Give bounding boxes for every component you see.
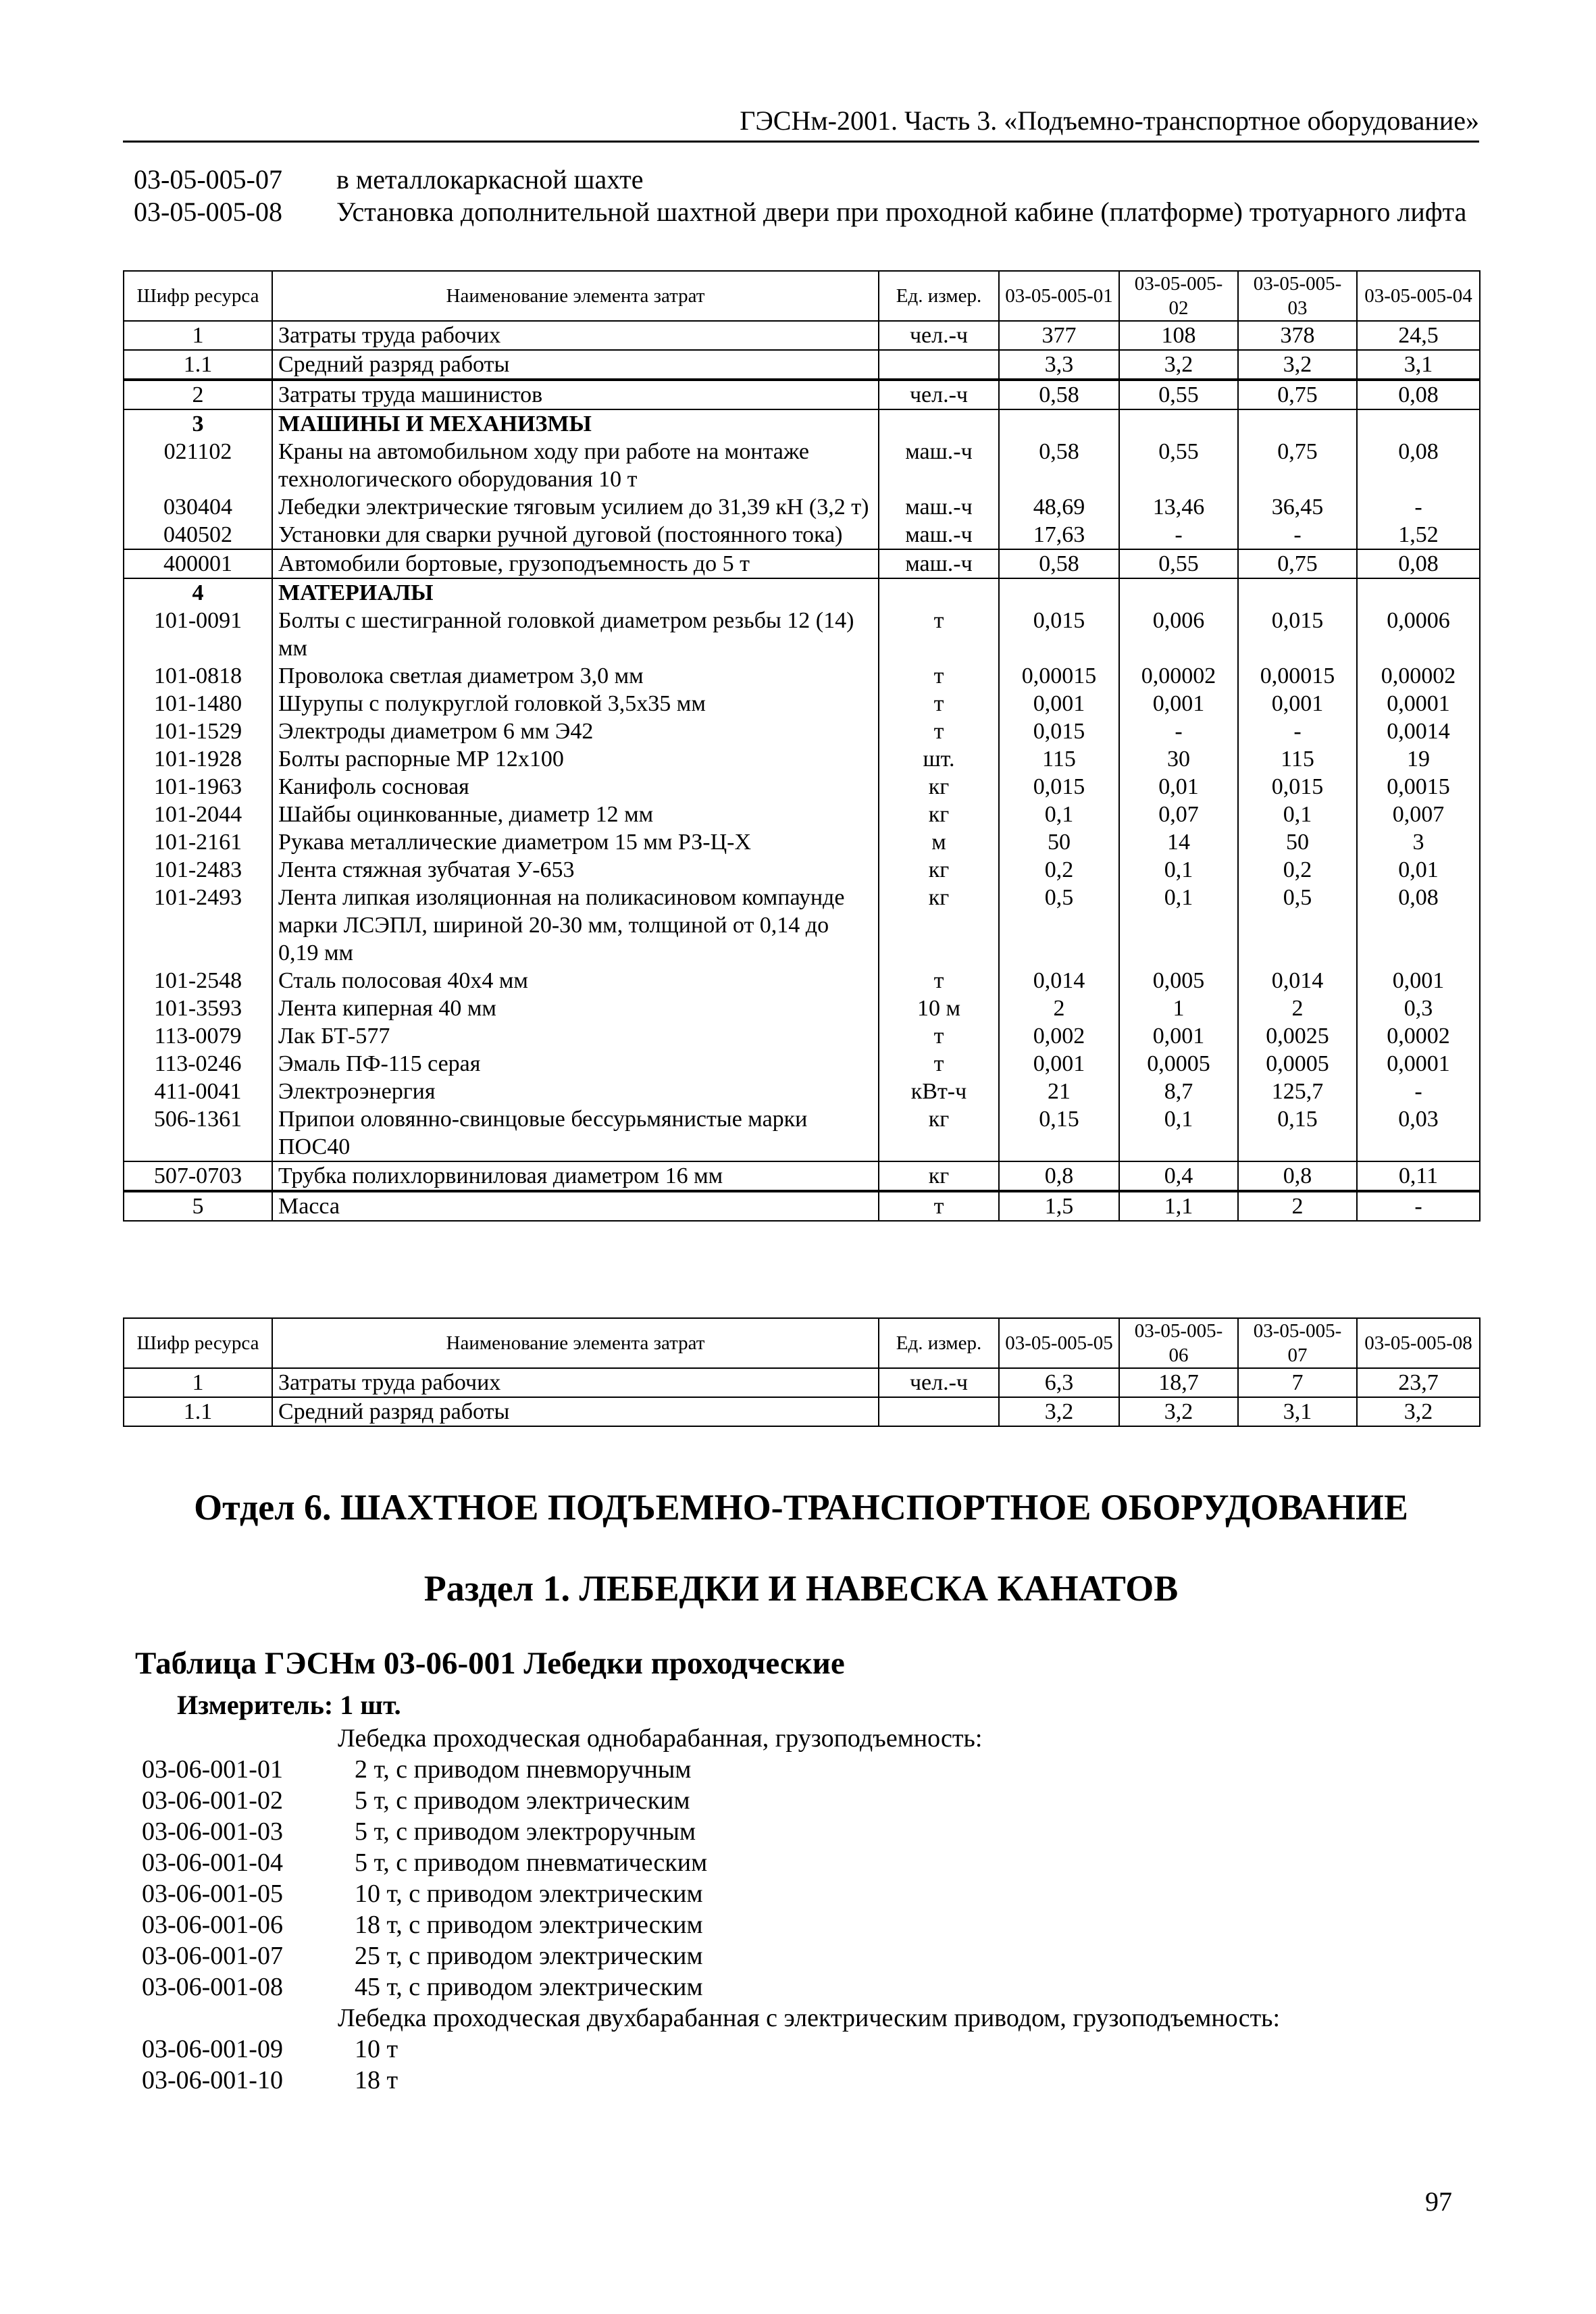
cell-name: МАШИНЫ И МЕХАНИЗМЫ	[272, 409, 879, 438]
cell-unit: кг	[879, 856, 999, 884]
list-code: 03-06-001-01	[142, 1755, 283, 1784]
cell-name: Лента киперная 40 мм	[272, 995, 879, 1022]
cell-value: 50	[1238, 828, 1357, 856]
cell-unit: т	[879, 1191, 999, 1221]
cell-unit: кг	[879, 801, 999, 828]
cell-name: Электроды диаметром 6 мм Э42	[272, 718, 879, 745]
cell-name: Эмаль ПФ-115 серая	[272, 1050, 879, 1078]
cell-value: 0,007	[1357, 801, 1480, 828]
cell-code: 1.1	[124, 1397, 272, 1426]
cell-value: 30	[1119, 745, 1238, 773]
list-item	[142, 1940, 1479, 1971]
list-text: 5 т, с приводом пневматическим	[355, 1848, 708, 1877]
table-row	[124, 321, 1480, 350]
unit-label: Измеритель: 1 шт.	[177, 1690, 401, 1720]
cell-value: 0,75	[1238, 438, 1357, 493]
cell-name: Проволока светлая диаметром 3,0 мм	[272, 662, 879, 690]
col-header-unit: Ед. измер.	[879, 271, 999, 321]
cell-name: Масса	[272, 1191, 879, 1221]
table-row	[124, 578, 1480, 607]
cell-value: 0,1	[1119, 856, 1238, 884]
cell-value: 3,2	[1357, 1397, 1480, 1426]
cell-value: 0,07	[1119, 801, 1238, 828]
cell-value: 2	[999, 995, 1119, 1022]
table-row	[124, 521, 1480, 549]
cell-value: 377	[999, 321, 1119, 350]
list-code: 03-06-001-08	[142, 1973, 283, 2001]
cell-value: 0,1	[1119, 884, 1238, 967]
cell-name: Трубка полихлорвиниловая диаметром 16 мм	[272, 1161, 879, 1191]
cell-value: 0,00015	[999, 662, 1119, 690]
cell-value: 0,08	[1357, 438, 1480, 493]
cell-value: 0,002	[999, 1022, 1119, 1050]
cell-value: 1	[1119, 995, 1238, 1022]
cell-value: 0,001	[1119, 1022, 1238, 1050]
cell-name: Средний разряд работы	[272, 1397, 879, 1426]
col-header-norm: 03-05-005-05	[999, 1318, 1119, 1368]
cell-code: 101-0818	[124, 662, 272, 690]
cell-value: 0,015	[1238, 773, 1357, 801]
cell-name: Болты с шестигранной головкой диаметром резьбы 12 (14) мм	[272, 607, 879, 662]
list-text: 2 т, с приводом пневморучным	[355, 1755, 692, 1784]
cell-value: 2	[1238, 1191, 1357, 1221]
cell-name: Лебедки электрические тяговым усилием до 31,39 кН (3,2 т)	[272, 493, 879, 521]
cell-value: 0,006	[1119, 607, 1238, 662]
cell-code: 021102	[124, 438, 272, 493]
cell-name: Канифоль сосновая	[272, 773, 879, 801]
list-item	[142, 1878, 1479, 1909]
cell-value: 0,8	[1238, 1161, 1357, 1191]
list-code: 03-06-001-02	[142, 1786, 283, 1815]
cell-unit: маш.-ч	[879, 521, 999, 549]
cell-unit: т	[879, 662, 999, 690]
cell-code: 101-2548	[124, 967, 272, 995]
cell-value: 0,4	[1119, 1161, 1238, 1191]
table-row	[124, 1078, 1480, 1105]
cell-value: 23,7	[1357, 1368, 1480, 1397]
cell-unit: чел.-ч	[879, 1368, 999, 1397]
cell-value: 7	[1238, 1368, 1357, 1397]
table-row	[124, 549, 1480, 578]
cell-unit: т	[879, 1050, 999, 1078]
cell-value: -	[1119, 521, 1238, 549]
list-text: 45 т, с приводом электрическим	[355, 1973, 703, 2001]
cell-value: 0,001	[1238, 690, 1357, 718]
cell-value: 1,1	[1119, 1191, 1238, 1221]
cell-value: 0,5	[999, 884, 1119, 967]
page-number: 97	[1425, 2186, 1452, 2217]
cell-value: 0,0001	[1357, 1050, 1480, 1078]
cell-code: 113-0079	[124, 1022, 272, 1050]
table-row	[124, 607, 1480, 662]
cell-value: 3,1	[1238, 1397, 1357, 1426]
list-item	[142, 1971, 1479, 2003]
cell-value: 0,1	[999, 801, 1119, 828]
cell-value: 0,08	[1357, 380, 1480, 409]
cell-value: 18,7	[1119, 1368, 1238, 1397]
cell-name: Средний разряд работы	[272, 350, 879, 380]
cell-value: 0,5	[1238, 884, 1357, 967]
resource-table-2	[123, 1317, 1481, 1427]
intro-text: в металлокаркасной шахте	[336, 164, 644, 195]
cell-value: 13,46	[1119, 493, 1238, 521]
cell-code: 030404	[124, 493, 272, 521]
list-text: 25 т, с приводом электрическим	[355, 1942, 703, 1970]
table-header-row	[124, 1318, 1480, 1368]
cell-value: 50	[999, 828, 1119, 856]
cell-unit	[879, 1397, 999, 1426]
cell-name: МАТЕРИАЛЫ	[272, 578, 879, 607]
cell-value: 0,75	[1238, 380, 1357, 409]
table-row	[124, 856, 1480, 884]
cell-unit	[879, 350, 999, 380]
cell-code: 101-0091	[124, 607, 272, 662]
cell-value: 0,55	[1119, 549, 1238, 578]
cell-value: 0,00002	[1357, 662, 1480, 690]
col-header-norm: 03-05-005-04	[1357, 271, 1480, 321]
cell-value: 3,1	[1357, 350, 1480, 380]
list-item	[142, 2003, 1479, 2034]
list-text: 18 т, с приводом электрическим	[355, 1911, 703, 1939]
cell-value: 0,001	[999, 1050, 1119, 1078]
cell-unit	[879, 578, 999, 607]
col-header-norm: 03-05-005-08	[1357, 1318, 1480, 1368]
table-row	[124, 1105, 1480, 1161]
cell-value: 115	[1238, 745, 1357, 773]
cell-value: -	[1357, 1078, 1480, 1105]
list-subheading: Лебедка проходческая однобарабанная, грузоподъемность:	[338, 1724, 983, 1753]
table-row	[124, 828, 1480, 856]
cell-value: 0,001	[999, 690, 1119, 718]
cell-name: Болты распорные МР 12х100	[272, 745, 879, 773]
cell-code: 400001	[124, 549, 272, 578]
list-code: 03-06-001-07	[142, 1942, 283, 1970]
table-title: Таблица ГЭСНм 03-06-001 Лебедки проходческие	[135, 1646, 845, 1681]
cell-name: Затраты труда машинистов	[272, 380, 879, 409]
header-rule	[123, 141, 1479, 143]
cell-value: -	[1238, 718, 1357, 745]
cell-value: 0,00002	[1119, 662, 1238, 690]
cell-code: 411-0041	[124, 1078, 272, 1105]
list-code: 03-06-001-03	[142, 1817, 283, 1846]
cell-value: 36,45	[1238, 493, 1357, 521]
cell-value: 14	[1119, 828, 1238, 856]
cell-value: 0,001	[1357, 967, 1480, 995]
cell-value: 0,00015	[1238, 662, 1357, 690]
cell-unit: чел.-ч	[879, 321, 999, 350]
department-heading: Отдел 6. ШАХТНОЕ ПОДЪЕМНО-ТРАНСПОРТНОЕ ОБОРУДОВАНИЕ	[194, 1487, 1408, 1528]
list-item	[142, 1754, 1479, 1785]
cell-value: 0,08	[1357, 549, 1480, 578]
cell-value: 48,69	[999, 493, 1119, 521]
list-text: 10 т	[355, 2035, 398, 2063]
cell-name: Затраты труда рабочих	[272, 321, 879, 350]
resource-table-1	[123, 270, 1481, 1222]
cell-value: 3,3	[999, 350, 1119, 380]
cell-name: Шурупы с полукруглой головкой 3,5х35 мм	[272, 690, 879, 718]
cell-value: -	[1119, 718, 1238, 745]
cell-value: 3,2	[1119, 1397, 1238, 1426]
table-row	[124, 718, 1480, 745]
list-text: 5 т, с приводом электроручным	[355, 1817, 696, 1846]
cell-value: 125,7	[1238, 1078, 1357, 1105]
col-header-unit: Ед. измер.	[879, 1318, 999, 1368]
cell-value: 0,0005	[1119, 1050, 1238, 1078]
cell-value: 3,2	[1238, 350, 1357, 380]
cell-unit: кг	[879, 1161, 999, 1191]
cell-code: 1	[124, 1368, 272, 1397]
cell-value: 0,001	[1119, 690, 1238, 718]
cell-code: 101-2483	[124, 856, 272, 884]
list-item	[142, 2034, 1479, 2065]
cell-value	[1119, 409, 1238, 438]
cell-unit: кг	[879, 773, 999, 801]
cell-value: 0,58	[999, 438, 1119, 493]
cell-unit: кВт-ч	[879, 1078, 999, 1105]
cell-unit: кг	[879, 1105, 999, 1161]
cell-value: 115	[999, 745, 1119, 773]
table-row	[124, 662, 1480, 690]
cell-unit: маш.-ч	[879, 493, 999, 521]
section-heading: Раздел 1. ЛЕБЕДКИ И НАВЕСКА КАНАТОВ	[423, 1568, 1179, 1609]
table-row	[124, 380, 1480, 409]
cell-value: 108	[1119, 321, 1238, 350]
cell-value: -	[1357, 493, 1480, 521]
cell-value: 0,2	[1238, 856, 1357, 884]
table-row	[124, 409, 1480, 438]
intro-item	[134, 196, 1478, 228]
cell-value: 0,03	[1357, 1105, 1480, 1161]
cell-code: 101-2493	[124, 884, 272, 967]
cell-code: 113-0246	[124, 1050, 272, 1078]
intro-text: Установка дополнительной шахтной двери при проходной кабине (платформе) тротуарного лифта	[336, 197, 1467, 227]
cell-value: 0,8	[999, 1161, 1119, 1191]
col-header-name: Наименование элемента затрат	[272, 1318, 879, 1368]
cell-code: 506-1361	[124, 1105, 272, 1161]
cell-value: 3,2	[999, 1397, 1119, 1426]
cell-unit: 10 м	[879, 995, 999, 1022]
cell-name: Лак БТ-577	[272, 1022, 879, 1050]
list-subheading: Лебедка проходческая двухбарабанная с электрическим приводом, грузоподъемность:	[338, 2004, 1281, 2032]
cell-value: 0,01	[1357, 856, 1480, 884]
cell-value: 0,005	[1119, 967, 1238, 995]
cell-value: 0,15	[1238, 1105, 1357, 1161]
cell-value: 0,014	[999, 967, 1119, 995]
cell-unit: чел.-ч	[879, 380, 999, 409]
table-row	[124, 1368, 1480, 1397]
cell-value: 19	[1357, 745, 1480, 773]
cell-value: 0,0015	[1357, 773, 1480, 801]
cell-unit: кг	[879, 884, 999, 967]
cell-value: 0,015	[1238, 607, 1357, 662]
cell-value	[1119, 578, 1238, 607]
col-header-code: Шифр ресурса	[124, 1318, 272, 1368]
cell-value: 0,0002	[1357, 1022, 1480, 1050]
cell-value	[1357, 409, 1480, 438]
cell-name: Припои оловянно-свинцовые бессурьмянистые марки ПОС40	[272, 1105, 879, 1161]
cell-unit: маш.-ч	[879, 438, 999, 493]
cell-value: 0,015	[999, 718, 1119, 745]
list-code: 03-06-001-05	[142, 1880, 283, 1908]
cell-name: Лента стяжная зубчатая У-653	[272, 856, 879, 884]
cell-value: 0,55	[1119, 438, 1238, 493]
cell-unit: т	[879, 718, 999, 745]
cell-value: 0,3	[1357, 995, 1480, 1022]
cell-unit: т	[879, 967, 999, 995]
cell-value: 0,0005	[1238, 1050, 1357, 1078]
col-header-name: Наименование элемента затрат	[272, 271, 879, 321]
cell-value: 0,0001	[1357, 690, 1480, 718]
cell-unit: т	[879, 1022, 999, 1050]
cell-value: 0,015	[999, 773, 1119, 801]
cell-code: 040502	[124, 521, 272, 549]
cell-value: 0,08	[1357, 884, 1480, 967]
cell-value: 8,7	[1119, 1078, 1238, 1105]
col-header-norm: 03-05-005-07	[1238, 1318, 1357, 1368]
cell-value: 2	[1238, 995, 1357, 1022]
cell-code: 3	[124, 409, 272, 438]
cell-unit: шт.	[879, 745, 999, 773]
cell-value: -	[1357, 1191, 1480, 1221]
cell-value: 1,52	[1357, 521, 1480, 549]
cell-name: Сталь полосовая 40х4 мм	[272, 967, 879, 995]
cell-name: Краны на автомобильном ходу при работе на монтаже технологического оборудования 10 т	[272, 438, 879, 493]
list-code: 03-06-001-04	[142, 1848, 283, 1877]
intro-list	[134, 164, 1478, 228]
list-item	[142, 1785, 1479, 1816]
table-row	[124, 773, 1480, 801]
cell-unit	[879, 409, 999, 438]
cell-value: 378	[1238, 321, 1357, 350]
cell-code: 101-2044	[124, 801, 272, 828]
cell-name: Шайбы оцинкованные, диаметр 12 мм	[272, 801, 879, 828]
cell-value: 0,1	[1119, 1105, 1238, 1161]
list-item	[142, 2065, 1479, 2096]
cell-value: 1,5	[999, 1191, 1119, 1221]
intro-item	[134, 164, 1478, 196]
col-header-norm: 03-05-005-03	[1238, 271, 1357, 321]
list-code: 03-06-001-10	[142, 2066, 283, 2094]
cell-value: 3	[1357, 828, 1480, 856]
running-header: ГЭСНм-2001. Часть 3. «Подъемно-транспортное оборудование»	[740, 105, 1479, 136]
table-row	[124, 350, 1480, 380]
list-item	[142, 1723, 1479, 1754]
col-header-code: Шифр ресурса	[124, 271, 272, 321]
norm-list	[142, 1723, 1479, 2096]
cell-code: 101-3593	[124, 995, 272, 1022]
cell-name: Установки для сварки ручной дуговой (постоянного тока)	[272, 521, 879, 549]
cell-value: 17,63	[999, 521, 1119, 549]
cell-code: 2	[124, 380, 272, 409]
cell-code: 507-0703	[124, 1161, 272, 1191]
cell-code: 1.1	[124, 350, 272, 380]
cell-value	[1357, 578, 1480, 607]
list-text: 10 т, с приводом электрическим	[355, 1880, 703, 1908]
list-item	[142, 1847, 1479, 1878]
table-row	[124, 995, 1480, 1022]
cell-unit: м	[879, 828, 999, 856]
cell-value: 0,1	[1238, 801, 1357, 828]
table-row	[124, 1161, 1480, 1191]
table-row	[124, 1050, 1480, 1078]
cell-value: 0,0014	[1357, 718, 1480, 745]
cell-value: 6,3	[999, 1368, 1119, 1397]
table-row	[124, 745, 1480, 773]
cell-code: 101-1928	[124, 745, 272, 773]
cell-code: 101-2161	[124, 828, 272, 856]
table-row	[124, 438, 1480, 493]
cell-name: Рукава металлические диаметром 15 мм РЗ-Ц-Х	[272, 828, 879, 856]
table-row	[124, 967, 1480, 995]
intro-code: 03-05-005-08	[134, 197, 282, 227]
cell-name: Электроэнергия	[272, 1078, 879, 1105]
table-row	[124, 1022, 1480, 1050]
cell-value: 0,11	[1357, 1161, 1480, 1191]
list-text: 18 т	[355, 2066, 398, 2094]
cell-value: 0,015	[999, 607, 1119, 662]
table-row	[124, 690, 1480, 718]
table-row	[124, 801, 1480, 828]
cell-unit: т	[879, 607, 999, 662]
table-row	[124, 1191, 1480, 1221]
list-code: 03-06-001-09	[142, 2035, 283, 2063]
cell-value	[999, 578, 1119, 607]
intro-code: 03-05-005-07	[134, 164, 282, 195]
cell-value: 0,2	[999, 856, 1119, 884]
cell-name: Затраты труда рабочих	[272, 1368, 879, 1397]
list-code: 03-06-001-06	[142, 1911, 283, 1939]
table-row	[124, 884, 1480, 967]
cell-value: -	[1238, 521, 1357, 549]
cell-unit: т	[879, 690, 999, 718]
table-row	[124, 1397, 1480, 1426]
cell-code: 101-1529	[124, 718, 272, 745]
cell-code: 5	[124, 1191, 272, 1221]
col-header-norm: 03-05-005-06	[1119, 1318, 1238, 1368]
cell-code: 101-1480	[124, 690, 272, 718]
cell-value	[1238, 578, 1357, 607]
table-header-row	[124, 271, 1480, 321]
cell-value: 0,01	[1119, 773, 1238, 801]
cell-value: 0,0025	[1238, 1022, 1357, 1050]
list-item	[142, 1816, 1479, 1847]
cell-value	[1238, 409, 1357, 438]
cell-value: 0,55	[1119, 380, 1238, 409]
cell-code: 1	[124, 321, 272, 350]
cell-value: 0,014	[1238, 967, 1357, 995]
cell-value	[999, 409, 1119, 438]
cell-value: 0,15	[999, 1105, 1119, 1161]
cell-value: 0,75	[1238, 549, 1357, 578]
cell-code: 4	[124, 578, 272, 607]
cell-name: Автомобили бортовые, грузоподъемность до 5 т	[272, 549, 879, 578]
cell-value: 0,58	[999, 380, 1119, 409]
cell-value: 21	[999, 1078, 1119, 1105]
cell-value: 24,5	[1357, 321, 1480, 350]
cell-value: 0,0006	[1357, 607, 1480, 662]
cell-value: 0,58	[999, 549, 1119, 578]
col-header-norm: 03-05-005-02	[1119, 271, 1238, 321]
list-text: 5 т, с приводом электрическим	[355, 1786, 690, 1815]
cell-value: 3,2	[1119, 350, 1238, 380]
cell-code: 101-1963	[124, 773, 272, 801]
list-item	[142, 1909, 1479, 1940]
cell-unit: маш.-ч	[879, 549, 999, 578]
col-header-norm: 03-05-005-01	[999, 271, 1119, 321]
cell-name: Лента липкая изоляционная на поликасиновом компаунде марки ЛСЭПЛ, шириной 20-30 мм, толщиной от 0,14 до 0,19 мм	[272, 884, 879, 967]
table-row	[124, 493, 1480, 521]
